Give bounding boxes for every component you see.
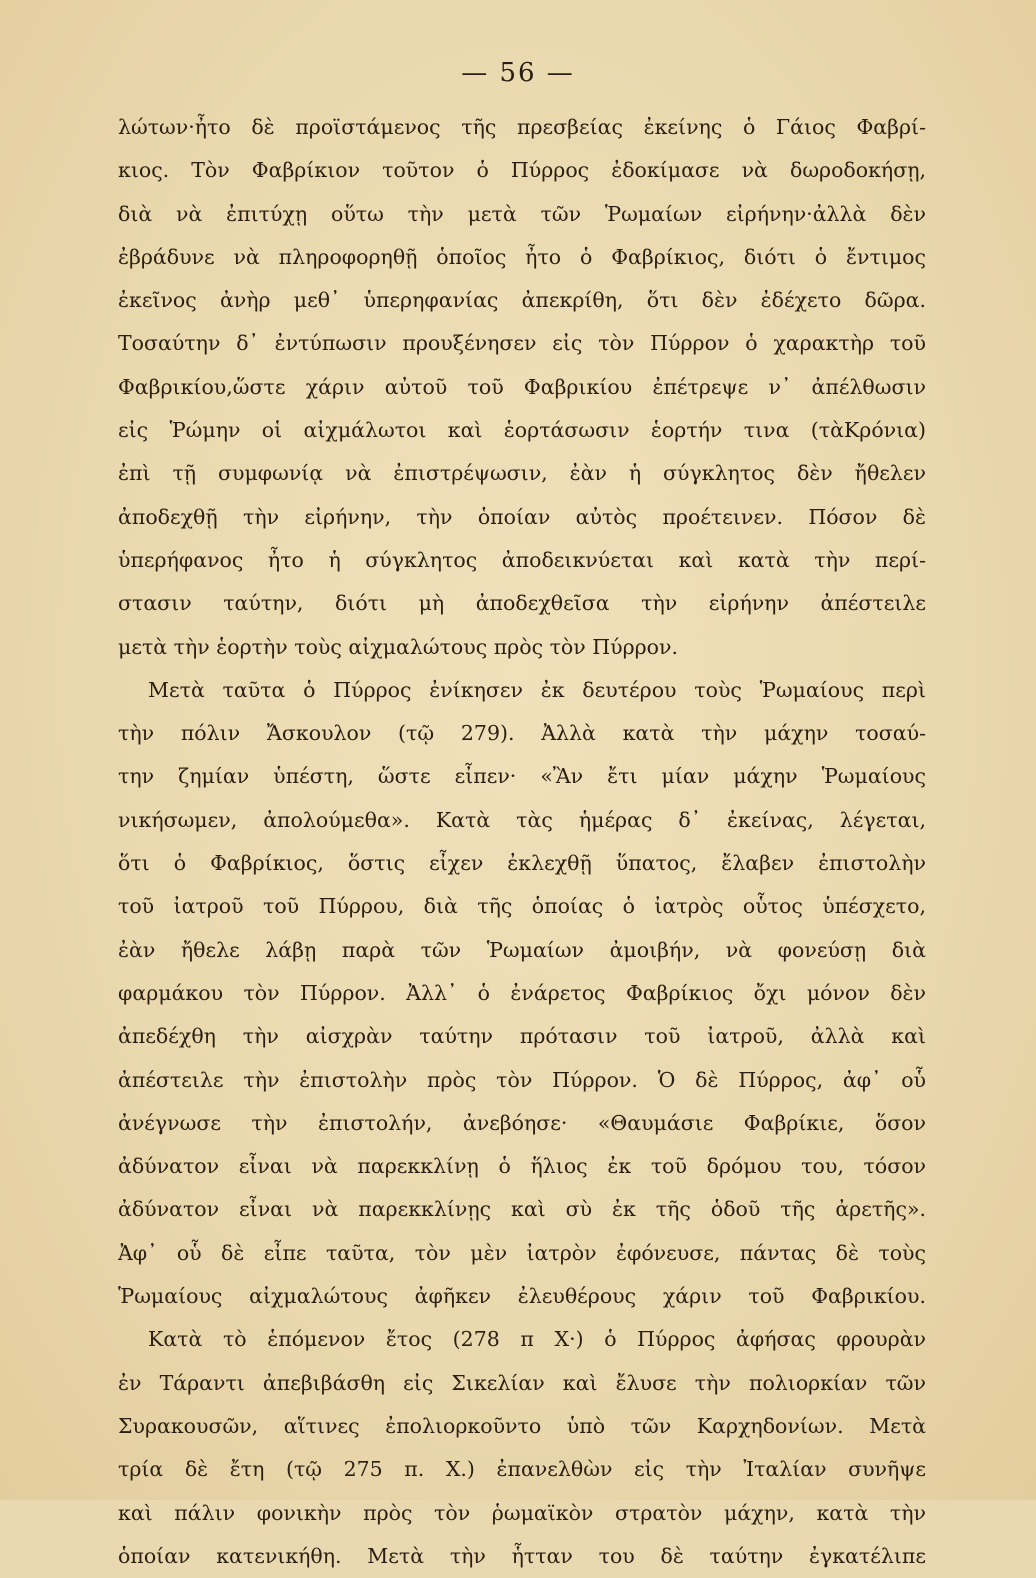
text-line: Τοσαύτην δ᾽ ἐντύπωσιν προυξένησεν εἰς τὸν Πύρρον ὁ χαρακτὴρ τοῦ [118, 331, 926, 356]
text-line: την ζημίαν ὑπέστη, ὥστε εἶπεν· «Ἂν ἔτι μίαν μάχην Ῥωμαίους [118, 764, 926, 789]
text-line: λώτων·ἦτο δὲ προϊστάμενος τῆς πρεσβείας ἐκείνης ὁ Γάιος Φαβρί- [118, 115, 926, 139]
text-line: Ἀφ᾽ οὗ δὲ εἶπε ταῦτα, τὸν μὲν ἰατρὸν ἐφόνευσε, πάντας δὲ τοὺς [118, 1240, 926, 1265]
text-line: ἐὰν ἤθελε λάβῃ παρὰ τῶν Ῥωμαίων ἀμοιβήν, νὰ φονεύσῃ διὰ [118, 937, 926, 962]
text-line: Φαβρικίου,ὥστε χάριν αὐτοῦ τοῦ Φαβρικίου ἐπέτρεψε ν᾽ ἀπέλθωσιν [118, 374, 926, 399]
text-line: ἐν Τάραντι ἀπεβιβάσθη εἰς Σικελίαν καὶ ἔλυσε τὴν πολιορκίαν τῶν [118, 1370, 926, 1395]
text-line: ἀποδεχθῇ τὴν εἰρήνην, τὴν ὁποίαν αὐτὸς προέτεινεν. Πόσον δὲ [118, 504, 926, 529]
text-line: Κατὰ τὸ ἑπόμενον ἔτος (278 π Χ·) ὁ Πύρρος ἀφήσας φρουρὰν [148, 1327, 926, 1352]
text-line: ὅτι ὁ Φαβρίκιος, ὅστις εἶχεν ἐκλεχθῇ ὕπατος, ἔλαβεν ἐπιστολὴν [118, 851, 926, 876]
text-line: ἀπέστειλε τὴν ἐπιστολὴν πρὸς τὸν Πύρρον. Ὁ δὲ Πύρρος, ἀφ᾽ οὗ [118, 1067, 926, 1092]
text-line: φαρμάκου τὸν Πύρρον. Ἀλλ᾽ ὁ ἐνάρετος Φαβρίκιος ὄχι μόνον δὲν [118, 980, 926, 1005]
text-line: εἰς Ῥώμην οἱ αἰχμάλωτοι καὶ ἑορτάσωσιν ἑορτήν τινα (τὰΚρόνια) [118, 418, 926, 443]
text-line: Ῥωμαίους αἰχμαλώτους ἀφῆκεν ἐλευθέρους χάριν τοῦ Φαβρικίου. [118, 1284, 926, 1309]
text-line: ἐβράδυνε νὰ πληροφορηθῇ ὁποῖος ἦτο ὁ Φαβρίκιος, διότι ὁ ἔντιμος [118, 244, 926, 269]
text-line: τὴν πόλιν Ἄσκουλον (τῷ 279). Ἀλλὰ κατὰ τὴν μάχην τοσαύ- [118, 721, 926, 746]
text-line: ἀνέγνωσε τὴν ἐπιστολήν, ἀνεβόησε· «Θαυμάσιε Φαβρίκιε, ὅσον [118, 1110, 926, 1135]
text-line: διὰ νὰ ἐπιτύχῃ οὕτω τὴν μετὰ τῶν Ῥωμαίων εἰρήνην·ἀλλὰ δὲν [118, 201, 926, 226]
page-number: — 56 — [461, 58, 575, 88]
text-line: κιος. Τὸν Φαβρίκιον τοῦτον ὁ Πύρρος ἐδοκίμασε νὰ δωροδοκήσῃ, [118, 158, 926, 183]
text-line: ἐκεῖνος ἀνὴρ μεθ᾽ ὑπερηφανίας ἀπεκρίθη, ὅτι δὲν ἐδέχετο δῶρα. [118, 288, 926, 313]
text-line: καὶ πάλιν φονικὴν πρὸς τὸν ῥωμαϊκὸν στρατὸν μάχην, κατὰ τὴν [118, 1500, 926, 1525]
body-text [118, 106, 926, 1578]
text-line: τοῦ ἰατροῦ τοῦ Πύρρου, διὰ τῆς ὁποίας ὁ ἰατρὸς οὗτος ὑπέσχετο, [118, 894, 926, 919]
text-line: ἀδύνατον εἶναι νὰ παρεκκλίνῃ ὁ ἥλιος ἐκ τοῦ δρόμου του, τόσον [118, 1154, 926, 1179]
text-line: ὁποίαν κατενικήθη. Μετὰ τὴν ἧτταν του δὲ ταύτην ἐγκατέλιπε [118, 1543, 926, 1568]
text-line: στασιν ταύτην, διότι μὴ ἀποδεχθεῖσα τὴν εἰρήνην ἀπέστειλε [118, 591, 926, 616]
text-line: ἀπεδέχθη τὴν αἰσχρὰν ταύτην πρότασιν τοῦ ἰατροῦ, ἀλλὰ καὶ [118, 1024, 926, 1049]
text-line: νικήσωμεν, ἀπολούμεθα». Κατὰ τὰς ἡμέρας δ᾽ ἐκείνας, λέγεται, [118, 807, 926, 832]
text-line: ἀδύνατον εἶναι νὰ παρεκκλίνῃς καὶ σὺ ἐκ τῆς ὁδοῦ τῆς ἀρετῆς». [118, 1197, 926, 1222]
text-line: Μετὰ ταῦτα ὁ Πύρρος ἐνίκησεν ἐκ δευτέρου τοὺς Ῥωμαίους περὶ [148, 677, 926, 702]
text-line: Συρακουσῶν, αἵτινες ἐπολιορκοῦντο ὑπὸ τῶν Καρχηδονίων. Μετὰ [118, 1413, 926, 1438]
text-line: ὑπερήφανος ἦτο ἡ σύγκλητος ἀποδεικνύεται καὶ κατὰ τὴν περί- [118, 547, 926, 572]
text-line: τρία δὲ ἔτη (τῷ 275 π. Χ.) ἐπανελθὼν εἰς τὴν Ἰταλίαν συνῆψε [118, 1457, 926, 1482]
text-line: μετὰ τὴν ἑορτὴν τοὺς αἰχμαλώτους πρὸς τὸν Πύρρον. [118, 634, 678, 659]
text-line: ἐπὶ τῇ συμφωνίᾳ νὰ ἐπιστρέψωσιν, ἐὰν ἡ σύγκλητος δὲν ἤθελεν [118, 461, 926, 486]
